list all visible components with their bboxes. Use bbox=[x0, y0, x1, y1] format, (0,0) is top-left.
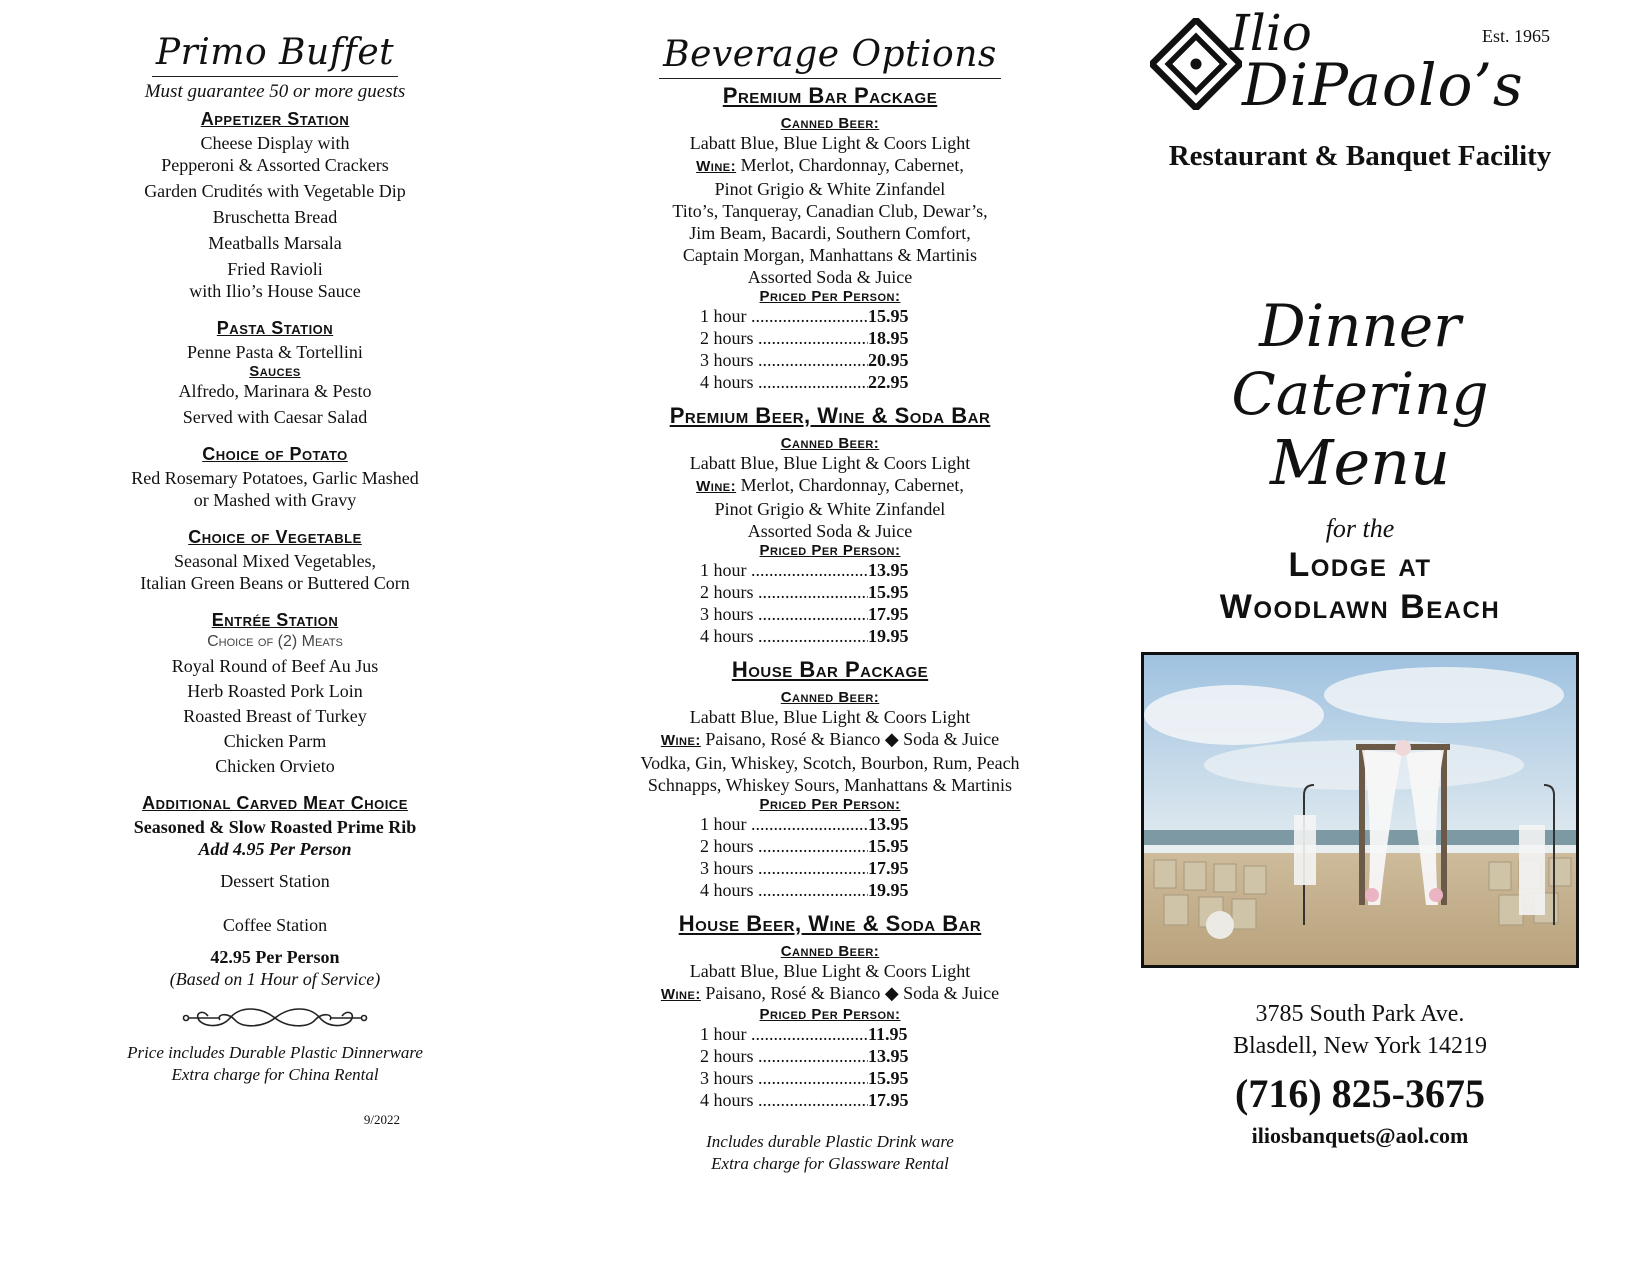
price-row bbox=[700, 1023, 960, 1045]
menu-item: Bruschetta Bread bbox=[212, 207, 338, 227]
menu-item: with Ilio’s House Sauce bbox=[189, 281, 361, 301]
price-duration: 3 hours ..... bbox=[700, 857, 868, 879]
price-amount: 17.95 bbox=[868, 1090, 909, 1110]
price-row bbox=[700, 559, 960, 581]
price-duration: 1 hour ..... bbox=[700, 305, 868, 327]
brand-name-line2: DiPaolo’s bbox=[1242, 51, 1524, 119]
drink-line: Captain Morgan, Manhattans & Martinis bbox=[682, 245, 978, 265]
wine-label: Wine: bbox=[660, 986, 701, 1003]
price-amount: 17.95 bbox=[868, 858, 909, 878]
menu-item: Red Rosemary Potatoes, Garlic Mashed bbox=[131, 468, 419, 488]
menu-item: Herb Roasted Pork Loin bbox=[187, 681, 363, 701]
price-duration: 1 hour ..... bbox=[700, 559, 868, 581]
menu-item: Seasoned & Slow Roasted Prime Rib bbox=[133, 817, 417, 837]
wine-line bbox=[600, 474, 1060, 498]
price-duration: 4 hours ..... bbox=[700, 625, 868, 647]
menu-item: Coffee Station bbox=[222, 915, 328, 935]
price-duration: 4 hours ..... bbox=[700, 371, 868, 393]
wine-label: Wine: bbox=[660, 732, 701, 749]
package-heading: Premium Bar Package bbox=[722, 83, 938, 108]
menu-item: Seasonal Mixed Vegetables, bbox=[173, 551, 377, 571]
price-row bbox=[700, 857, 960, 879]
price-row bbox=[700, 305, 960, 327]
price-amount: 13.95 bbox=[868, 814, 909, 834]
revision-date: 9/2022 bbox=[363, 1112, 400, 1127]
entree-subheading: Choice of (2) Meats bbox=[207, 633, 343, 650]
price-duration: 1 hour ..... bbox=[700, 813, 868, 835]
beverage-note: Includes durable Plastic Drink ware bbox=[706, 1132, 954, 1151]
price-duration: 4 hours ..... bbox=[700, 879, 868, 901]
menu-item: Alfredo, Marinara & Pesto bbox=[178, 381, 372, 401]
price-row bbox=[700, 327, 960, 349]
pasta-heading: Pasta Station bbox=[216, 318, 334, 338]
menu-item: Roasted Breast of Turkey bbox=[183, 706, 367, 726]
buffet-note: Extra charge for China Rental bbox=[171, 1065, 379, 1084]
beer-list: Labatt Blue, Blue Light & Coors Light bbox=[689, 453, 971, 473]
wine-line bbox=[600, 982, 1060, 1006]
price-duration: 3 hours ..... bbox=[700, 603, 868, 625]
price-duration: 1 hour ..... bbox=[700, 1023, 868, 1045]
package-heading: House Bar Package bbox=[731, 657, 929, 682]
sauces-heading: Sauces bbox=[249, 363, 301, 380]
price-amount: 15.95 bbox=[868, 836, 909, 856]
package-heading: House Beer, Wine & Soda Bar bbox=[678, 911, 982, 936]
for-the-text: for the bbox=[1325, 514, 1395, 543]
phone-number: (716) 825-3675 bbox=[1235, 1071, 1485, 1116]
beer-label: Canned Beer: bbox=[780, 943, 880, 960]
brand-logo bbox=[1130, 0, 1590, 172]
venue-name-line2: Woodlawn Beach bbox=[1219, 588, 1501, 626]
price-amount: 13.95 bbox=[868, 1046, 909, 1066]
appetizer-heading: Appetizer Station bbox=[200, 109, 350, 129]
priced-label: Priced Per Person: bbox=[759, 288, 901, 305]
drink-line: Pinot Grigio & White Zinfandel bbox=[714, 179, 946, 199]
beer-label: Canned Beer: bbox=[780, 115, 880, 132]
price-amount: 22.95 bbox=[868, 372, 909, 392]
wine-list: Paisano, Rosé & Bianco ◆ Soda & Juice bbox=[705, 729, 1000, 749]
menu-item: Dessert Station bbox=[220, 871, 330, 891]
beach-wedding-photo bbox=[1141, 652, 1579, 968]
vegetable-heading: Choice of Vegetable bbox=[188, 527, 362, 547]
wine-label: Wine: bbox=[696, 478, 737, 495]
price-row bbox=[700, 603, 960, 625]
wine-list: Paisano, Rosé & Bianco ◆ Soda & Juice bbox=[705, 983, 1000, 1003]
wine-line bbox=[600, 154, 1060, 178]
price-duration: 4 hours ..... bbox=[700, 1089, 868, 1111]
price-row bbox=[700, 349, 960, 371]
potato-heading: Choice of Potato bbox=[202, 444, 348, 464]
drink-line: Pinot Grigio & White Zinfandel bbox=[714, 499, 946, 519]
wine-list: Merlot, Chardonnay, Cabernet, bbox=[740, 155, 964, 175]
menu-item: or Mashed with Gravy bbox=[193, 490, 357, 510]
menu-item: Chicken Parm bbox=[223, 731, 327, 751]
drink-line: Assorted Soda & Juice bbox=[747, 267, 913, 287]
price-amount: 15.95 bbox=[868, 306, 909, 326]
flourish-ornament-icon bbox=[180, 1004, 370, 1032]
price-amount: 15.95 bbox=[868, 1068, 909, 1088]
price-amount: 17.95 bbox=[868, 604, 909, 624]
buffet-price: 42.95 Per Person bbox=[210, 947, 340, 967]
menu-item: Meatballs Marsala bbox=[208, 233, 342, 253]
menu-item: Cheese Display with bbox=[200, 133, 350, 153]
price-row bbox=[700, 581, 960, 603]
menu-item: Penne Pasta & Tortellini bbox=[187, 342, 363, 362]
priced-label: Priced Per Person: bbox=[759, 796, 901, 813]
price-row bbox=[700, 879, 960, 901]
venue-name-line1: Lodge at bbox=[1288, 546, 1432, 584]
price-amount: 11.95 bbox=[868, 1024, 908, 1044]
beverage-column bbox=[600, 0, 1060, 1175]
priced-label: Priced Per Person: bbox=[759, 542, 901, 559]
price-row bbox=[700, 371, 960, 393]
menu-item: Royal Round of Beef Au Jus bbox=[171, 656, 379, 676]
drink-line: Schnapps, Whiskey Sours, Manhattans & Martinis bbox=[647, 775, 1013, 795]
price-row bbox=[700, 813, 960, 835]
price-duration: 2 hours ..... bbox=[700, 327, 868, 349]
email-address: iliosbanquets@aol.com bbox=[1251, 1123, 1469, 1148]
price-amount: 19.95 bbox=[868, 626, 909, 646]
price-row bbox=[700, 625, 960, 647]
price-duration: 2 hours ..... bbox=[700, 835, 868, 857]
menu-item: Served with Caesar Salad bbox=[182, 407, 368, 427]
price-duration: 2 hours ..... bbox=[700, 581, 868, 603]
cover-column bbox=[1130, 0, 1590, 1149]
brand-name-line1: Ilio bbox=[1230, 4, 1312, 62]
price-row bbox=[700, 1045, 960, 1067]
menu-item: Italian Green Beans or Buttered Corn bbox=[140, 573, 410, 593]
address-line2: Blasdell, New York 14219 bbox=[1232, 1033, 1487, 1059]
price-row bbox=[700, 835, 960, 857]
price-row bbox=[700, 1089, 960, 1111]
price-duration: 3 hours ..... bbox=[700, 1067, 868, 1089]
price-row bbox=[700, 1067, 960, 1089]
menu-title-line2: Menu bbox=[1269, 426, 1451, 499]
wine-label: Wine: bbox=[696, 158, 737, 175]
priced-label: Priced Per Person: bbox=[759, 1006, 901, 1023]
price-amount: 13.95 bbox=[868, 560, 909, 580]
menu-title-line1: Dinner Catering bbox=[1231, 292, 1489, 428]
price-duration: 3 hours ..... bbox=[700, 349, 868, 371]
buffet-subtitle: Must guarantee 50 or more guests bbox=[144, 81, 406, 102]
diamond-logo-icon bbox=[1150, 18, 1242, 110]
menu-item: Garden Crudités with Vegetable Dip bbox=[144, 181, 406, 201]
carved-price: Add 4.95 Per Person bbox=[198, 839, 352, 859]
established-year: Est. 1965 bbox=[1481, 26, 1550, 46]
package-heading: Premium Beer, Wine & Soda Bar bbox=[669, 403, 991, 428]
beer-label: Canned Beer: bbox=[780, 435, 880, 452]
price-amount: 19.95 bbox=[868, 880, 909, 900]
drink-line: Jim Beam, Bacardi, Southern Comfort, bbox=[689, 223, 971, 243]
buffet-title: Primo Buffet bbox=[152, 30, 398, 77]
beer-list: Labatt Blue, Blue Light & Coors Light bbox=[689, 707, 971, 727]
carved-heading: Additional Carved Meat Choice bbox=[142, 793, 408, 813]
beer-list: Labatt Blue, Blue Light & Coors Light bbox=[689, 133, 971, 153]
menu-item: Chicken Orvieto bbox=[215, 756, 335, 776]
address-line1: 3785 South Park Ave. bbox=[1255, 1001, 1465, 1027]
price-amount: 15.95 bbox=[868, 582, 909, 602]
menu-item: Fried Ravioli bbox=[227, 259, 323, 279]
buffet-price-note: (Based on 1 Hour of Service) bbox=[169, 969, 381, 989]
beer-list: Labatt Blue, Blue Light & Coors Light bbox=[689, 961, 971, 981]
price-duration: 2 hours ..... bbox=[700, 1045, 868, 1067]
wine-list: Merlot, Chardonnay, Cabernet, bbox=[740, 475, 964, 495]
drink-line: Tito’s, Tanqueray, Canadian Club, Dewar’s, bbox=[672, 201, 988, 221]
beverage-title: Beverage Options bbox=[659, 32, 1001, 79]
price-amount: 18.95 bbox=[868, 328, 909, 348]
entree-heading: Entrée Station bbox=[211, 610, 339, 630]
beer-label: Canned Beer: bbox=[780, 689, 880, 706]
drink-line: Assorted Soda & Juice bbox=[747, 521, 913, 541]
drink-line: Vodka, Gin, Whiskey, Scotch, Bourbon, Rum, Peach bbox=[640, 753, 1020, 773]
buffet-column bbox=[95, 0, 455, 1128]
wine-line bbox=[600, 728, 1060, 752]
buffet-note: Price includes Durable Plastic Dinnerware bbox=[127, 1043, 423, 1062]
menu-item: Pepperoni & Assorted Crackers bbox=[161, 155, 389, 175]
beverage-note: Extra charge for Glassware Rental bbox=[711, 1154, 949, 1173]
price-amount: 20.95 bbox=[868, 350, 909, 370]
facility-tagline: Restaurant & Banquet Facility bbox=[1168, 140, 1552, 172]
